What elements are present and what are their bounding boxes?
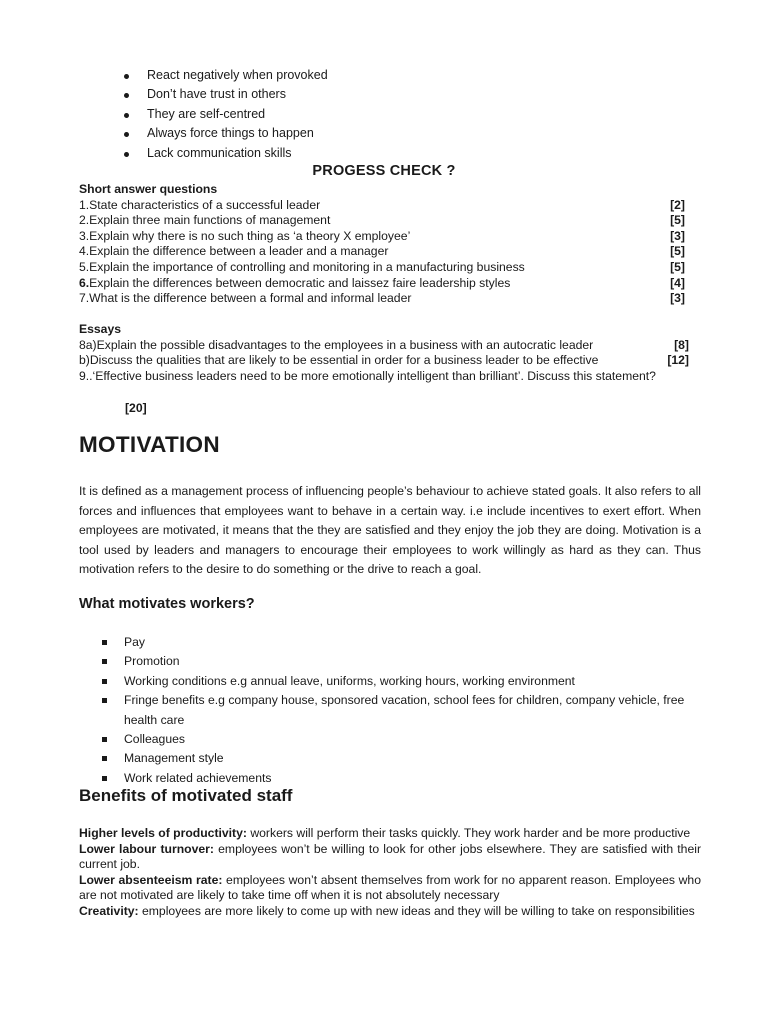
motivation-definition: It is defined as a management process of influencing people’s behaviour to achieve stated goals. It also refers to all forces and influences that employees want to behave in a certain way. i.e include incentives to exert effort. When employees are motivated, it means that the they are satisfied and they enjoy the job they are doing. Motivation is a tool used by leaders and managers to encourage their employees to work willingly as hard as they can. Thus motivation refers to the desire to do something or the drive to reach a goal. [79, 484, 701, 577]
question-row [79, 244, 685, 260]
question-mark: [3] [670, 228, 685, 243]
leader-traits-list [120, 66, 328, 163]
essays-heading: Essays [79, 322, 122, 336]
benefit-text: employees won’t absent themselves from work for no apparent reason. Employees who are not motivated are likely to take time off when it is not absolutely necessary [79, 872, 701, 903]
question-body: Explain the differences between democratic and laissez faire leadership styles [89, 275, 511, 290]
what-motivates-heading: What motivates workers? [79, 596, 255, 612]
question-text: 1.State characteristics of a successful leader [79, 197, 321, 212]
question-row [79, 198, 685, 214]
list-item: Don’t have trust in others [120, 85, 328, 104]
question-mark: [5] [670, 244, 685, 259]
question-text: 2.Explain three main functions of management [79, 213, 331, 228]
benefit-term: Lower absenteeism rate: [79, 872, 223, 887]
progress-check-title: PROGESS CHECK ? [312, 163, 456, 179]
motivators-list [100, 633, 705, 788]
essay-text: b)Discuss the qualities that are likely to be essential in order for a business leader to be effective [79, 353, 599, 368]
benefit-item [79, 904, 701, 920]
benefit-item [79, 873, 701, 904]
question-number: 6. [79, 275, 90, 290]
list-item: They are self-centred [120, 105, 328, 124]
question-text: 5.Explain the importance of controlling and monitoring in a manufacturing business [79, 259, 525, 274]
list-item: Working conditions e.g annual leave, uniforms, working hours, working environment [100, 672, 705, 691]
short-answer-heading: Short answer questions [79, 182, 218, 196]
question-text: 4.Explain the difference between a leader and a manager [79, 244, 389, 259]
question-text: 3.Explain why there is no such thing as ‘a theory X employee’ [79, 228, 411, 243]
list-item: Always force things to happen [120, 124, 328, 143]
question-row [79, 291, 685, 307]
question-text: 7.What is the difference between a formal and informal leader [79, 291, 412, 306]
benefit-term: Lower labour turnover: [79, 841, 214, 856]
question-mark: [4] [670, 275, 685, 290]
question-row [79, 260, 685, 276]
benefit-text: workers will perform their tasks quickly. They work harder and be more productive [246, 826, 691, 840]
benefits-list [79, 826, 701, 920]
short-answer-section [79, 182, 685, 307]
benefit-term: Higher levels of productivity: [79, 826, 247, 840]
essays-section [79, 322, 689, 384]
benefit-text: employees won’t be willing to look for other jobs elsewhere. They are satisfied with their current job. [79, 841, 701, 872]
benefit-item [79, 826, 701, 842]
list-item: Colleagues [100, 730, 705, 749]
list-item: Work related achievements [100, 769, 705, 788]
essay-row [79, 353, 689, 369]
list-item: Lack communication skills [120, 144, 328, 163]
essay-text: 8a)Explain the possible disadvantages to the employees in a business with an autocratic leader [79, 337, 594, 352]
essay-9-mark: [20] [125, 401, 147, 415]
question-row [79, 213, 685, 229]
benefit-term: Creativity: [79, 903, 139, 918]
essay-mark: [12] [667, 353, 689, 368]
question-mark: [5] [670, 213, 685, 228]
benefit-text: employees are more likely to come up with new ideas and they will be willing to take on responsibilities [138, 903, 695, 918]
question-mark: [3] [670, 291, 685, 306]
benefit-item [79, 842, 701, 873]
list-item: Fringe benefits e.g company house, sponsored vacation, school fees for children, company vehicle, free health care [100, 691, 705, 730]
list-item: Management style [100, 749, 705, 768]
list-item: Promotion [100, 652, 705, 671]
question-mark: [2] [670, 197, 685, 212]
benefits-heading: Benefits of motivated staff [79, 786, 293, 805]
essay-9-text: 9..‘Effective business leaders need to be more emotionally intelligent than brilliant’. Discuss this statement? [79, 368, 656, 383]
essay-row [79, 338, 689, 354]
question-row [79, 276, 685, 292]
list-item: Pay [100, 633, 705, 652]
motivation-title: MOTIVATION [79, 432, 220, 457]
question-text [79, 276, 510, 292]
question-row [79, 229, 685, 245]
question-mark: [5] [670, 259, 685, 274]
essay-mark: [8] [674, 337, 689, 352]
list-item: React negatively when provoked [120, 66, 328, 85]
